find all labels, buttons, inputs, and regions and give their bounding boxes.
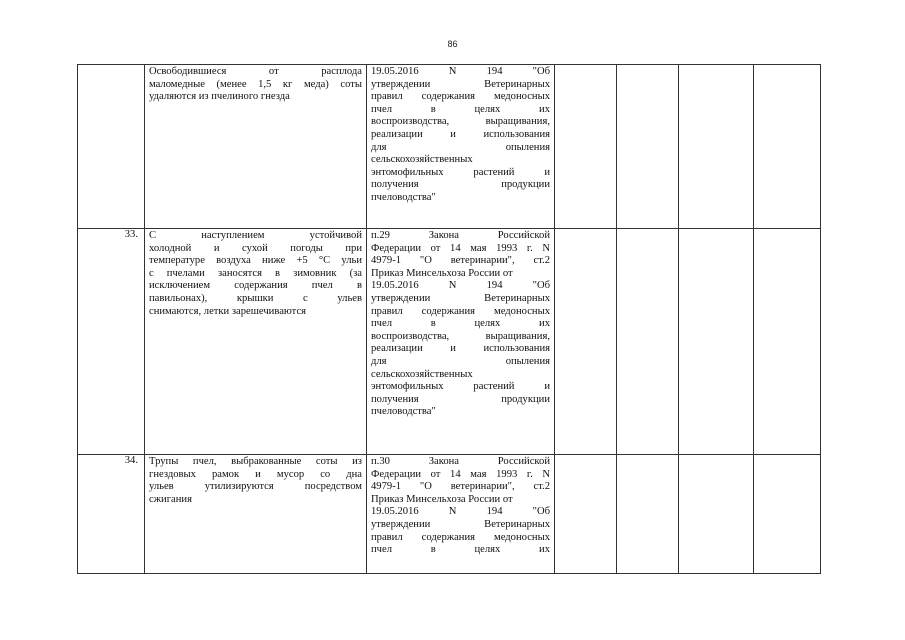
legal-basis-line: утверждении Ветеринарных — [371, 518, 550, 530]
legal-basis-line: 4979-1 "О ветеринарии", ст.2 — [371, 255, 550, 267]
requirement-line: ульев утилизируются посредством — [149, 481, 362, 493]
legal-basis-line: получения продукции — [371, 179, 550, 191]
requirement-line: холодной и сухой погоды при — [149, 242, 362, 254]
requirement-line: исключением содержания пчел в — [149, 280, 362, 292]
legal-basis-line: правил содержания медоносных — [371, 305, 550, 317]
legal-basis-line: 19.05.2016 N 194 "Об — [371, 280, 550, 292]
legal-basis-line: сельскохозяйственных — [371, 154, 473, 166]
page-number: 86 — [447, 39, 458, 49]
legal-basis-line: пчел в целях их — [371, 544, 550, 556]
table-row — [78, 229, 821, 455]
requirement-line: Освободившиеся от расплода — [149, 66, 362, 77]
empty-cell — [754, 65, 821, 229]
empty-cell — [555, 65, 617, 229]
empty-cell — [617, 229, 679, 455]
legal-basis-line: реализации и использования — [371, 128, 550, 140]
requirement-line: снимаются, летки зарешечиваются — [149, 305, 307, 317]
legal-basis-line: воспроизводства, выращивания, — [371, 116, 550, 128]
requirement-cell — [145, 65, 367, 229]
legal-basis-line: 19.05.2016 N 194 "Об — [371, 66, 550, 77]
legal-basis-line: Приказ Минсельхоза России от — [371, 267, 513, 279]
legal-basis-line: п.30 Закона Российской — [371, 456, 550, 467]
requirement-line: удаляются из пчелиного гнезда — [149, 91, 290, 103]
requirement-line: сжигания — [149, 493, 192, 505]
legal-basis-line: для опыления — [371, 141, 550, 153]
legal-basis-line: пчеловодства" — [371, 191, 436, 203]
legal-basis-line: Федерации от 14 мая 1993 г. N — [371, 468, 550, 480]
empty-cell — [754, 455, 821, 574]
requirement-cell — [145, 229, 367, 455]
legal-basis-line: правил содержания медоносных — [371, 531, 550, 543]
legal-basis-line: 4979-1 "О ветеринарии", ст.2 — [371, 481, 550, 493]
legal-basis-cell — [367, 229, 555, 455]
legal-basis-line: пчел в целях их — [371, 318, 550, 330]
legal-basis-cell — [367, 65, 555, 229]
empty-cell — [754, 229, 821, 455]
table-row — [78, 65, 821, 229]
legal-basis-line: утверждении Ветеринарных — [371, 292, 550, 304]
legal-basis-line: воспроизводства, выращивания, — [371, 330, 550, 342]
legal-basis-line: энтомофильных растений и — [371, 166, 550, 178]
legal-basis-line: правил содержания медоносных — [371, 91, 550, 103]
legal-basis-line: утверждении Ветеринарных — [371, 78, 550, 90]
requirement-line: температуре воздуха ниже +5 °С ульи — [149, 255, 362, 267]
legal-basis-line: п.29 Закона Российской — [371, 230, 550, 241]
empty-cell — [555, 229, 617, 455]
empty-cell — [617, 65, 679, 229]
empty-cell — [555, 455, 617, 574]
item-number — [78, 65, 145, 229]
item-number: 33. — [78, 229, 145, 455]
requirements-table — [77, 64, 821, 574]
legal-basis-cell — [367, 455, 555, 574]
legal-basis-line: 19.05.2016 N 194 "Об — [371, 506, 550, 518]
legal-basis-line: Приказ Минсельхоза России от — [371, 493, 513, 505]
legal-basis-line: энтомофильных растений и — [371, 381, 550, 393]
legal-basis-line: получения продукции — [371, 393, 550, 405]
requirement-cell — [145, 455, 367, 574]
requirement-line: Трупы пчел, выбракованные соты из — [149, 456, 362, 467]
legal-basis-line: сельскохозяйственных — [371, 368, 473, 380]
legal-basis-line: для опыления — [371, 355, 550, 367]
legal-basis-line: пчеловодства" — [371, 406, 436, 418]
legal-basis-line: пчел в целях их — [371, 103, 550, 115]
requirement-line: С наступлением устойчивой — [149, 230, 362, 241]
legal-basis-line: реализации и использования — [371, 343, 550, 355]
empty-cell — [617, 455, 679, 574]
empty-cell — [679, 229, 754, 455]
item-number: 34. — [78, 455, 145, 574]
empty-cell — [679, 65, 754, 229]
requirement-line: павильонах), крышки с ульев — [149, 292, 362, 304]
requirement-line: с пчелами заносятся в зимовник (за — [149, 267, 362, 279]
requirement-line: маломедные (менее 1,5 кг меда) соты — [149, 78, 362, 90]
requirement-line: гнездовых рамок и мусор со дна — [149, 468, 362, 480]
table-row — [78, 455, 821, 574]
legal-basis-line: Федерации от 14 мая 1993 г. N — [371, 242, 550, 254]
empty-cell — [679, 455, 754, 574]
